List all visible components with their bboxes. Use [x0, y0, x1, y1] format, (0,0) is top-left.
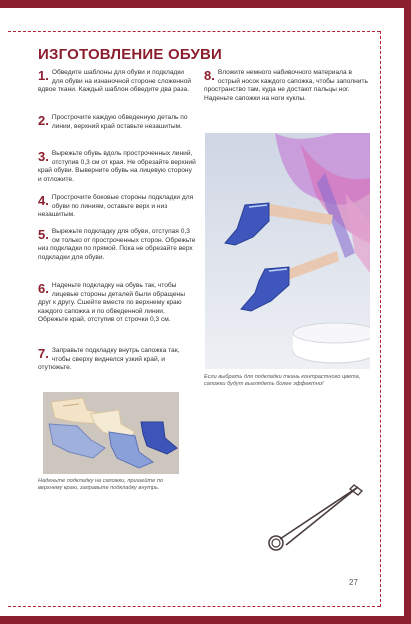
- step-4: [38, 194, 196, 220]
- step-text: Прострочите каждую обведенную деталь по линии, верхний край оставьте незашитым.: [51, 114, 188, 130]
- step-text: Вырежьте обувь вдоль простроченных линий, отступив 0,3 см от края. Не обрезайте верхний край обуви. Выверните обувь на лицевую сторону и отложите.: [38, 150, 196, 183]
- bottom-border: [0, 616, 411, 624]
- step-text: Вырежьте подкладку для обуви, отступая 0,3 см только от простроченных сторон. Обрежьте низ подкладки по прямой. Пока не обрезайте верх подкладки для обуви.: [38, 228, 196, 261]
- stitch-line-right: [380, 31, 381, 607]
- step-number: 4.: [38, 193, 49, 208]
- step-8: [204, 69, 370, 103]
- stitch-line-bottom: [8, 606, 380, 607]
- caption-left: Наденьте подкладку на сапожки, пришейте по верхнему краю, заправьте подкладку внутрь.: [38, 478, 164, 492]
- step-7: [38, 347, 196, 373]
- step-text: Наденьте подкладку на обувь так, чтобы лицевые стороны деталей были обращены друг к другу. Сшейте вместе по верхнему краю каждого сапожка и по обведенной линии. Обрежьте край, отступив от строчки 0,3 см.: [38, 282, 185, 324]
- stitch-line-top: [8, 31, 380, 32]
- step-number: 2.: [38, 113, 49, 128]
- step-text: Заправьте подкладку внутрь сапожка так, чтобы сверху виднелся узкий край, и отутюжьте.: [38, 347, 180, 372]
- boots-photo: [43, 392, 179, 474]
- step-6: [38, 282, 196, 325]
- step-1: [38, 69, 196, 95]
- step-text: Прострочите боковые стороны подкладки для обуви по линиям, оставьте верх и низ незашитым.: [38, 194, 194, 219]
- step-number: 7.: [38, 346, 49, 361]
- top-border: [0, 0, 411, 8]
- doll-boots-photo: [205, 133, 370, 369]
- step-text: Обведите шаблоны для обуви и подкладки для обуви на изнаночной стороне сложенной вдвое ткани. Каждый шаблон обведите два раза.: [38, 69, 192, 94]
- step-text: Вложите немного набивочного материала в острый носок каждого сапожка, чтобы заполнить пространство там, куда не достают пальцы ног. Наденьте сапожки на ноги куклы.: [204, 69, 368, 102]
- safety-pin-icon: [258, 483, 368, 553]
- step-number: 6.: [38, 281, 49, 296]
- step-number: 1.: [38, 68, 49, 83]
- step-5: [38, 228, 196, 262]
- step-number: 8.: [204, 68, 215, 83]
- page-title: ИЗГОТОВЛЕНИЕ ОБУВИ: [38, 46, 223, 63]
- step-3: [38, 150, 196, 184]
- page-number: 27: [349, 578, 358, 587]
- step-number: 5.: [38, 227, 49, 242]
- right-border: [404, 0, 411, 624]
- step-number: 3.: [38, 149, 49, 164]
- caption-right: Если выбрать для подкладки ткань контрастного цвета, сапожки будут выглядеть более эффектно!: [204, 374, 361, 388]
- step-2: [38, 114, 196, 131]
